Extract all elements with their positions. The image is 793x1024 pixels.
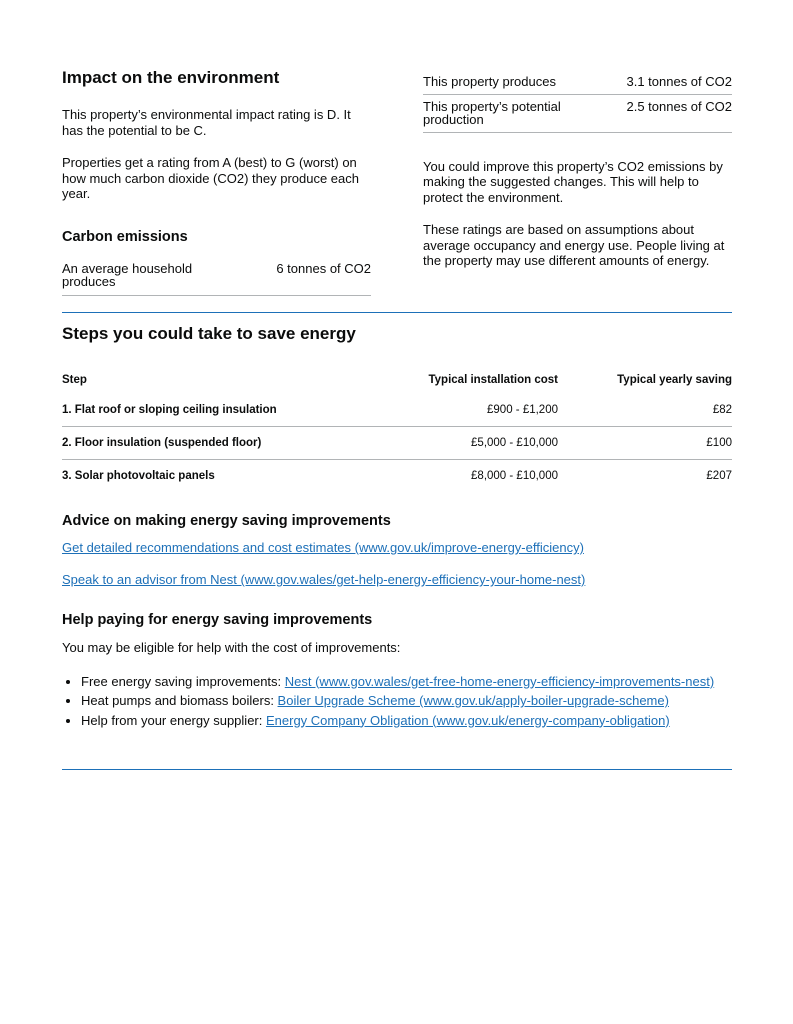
- bottom-divider: [62, 769, 732, 770]
- advice-link-1-row: [62, 540, 732, 556]
- environment-right-column: [423, 66, 732, 269]
- step-name: 3. Solar photovoltaic panels: [62, 470, 215, 482]
- potential-production-label: This property’s potential production: [423, 98, 561, 127]
- step-saving: £207: [706, 470, 732, 482]
- nest-improvements-link[interactable]: Nest (www.gov.wales/get-free-home-energy-efficiency-improvements-nest): [284, 673, 715, 689]
- assumptions-text: These ratings are based on assumptions about average occupancy and energy use. People living at the property may use different amounts of energy.: [423, 222, 725, 268]
- step-saving: £100: [558, 427, 732, 460]
- table-row: [62, 460, 732, 493]
- carbon-emissions-heading: Carbon emissions: [62, 228, 188, 245]
- table-row: [62, 427, 732, 460]
- energy-company-obligation-link[interactable]: Energy Company Obligation (www.gov.uk/energy-company-obligation): [265, 712, 670, 728]
- column-header-saving: Typical yearly saving: [617, 374, 732, 386]
- average-household-value: 6 tonnes of CO2: [276, 260, 371, 276]
- column-header-cost: Typical installation cost: [428, 374, 558, 386]
- nest-advisor-link[interactable]: Speak to an advisor from Nest (www.gov.wales/get-help-energy-efficiency-your-home-nest): [62, 572, 586, 587]
- property-produces-label: This property produces: [423, 74, 556, 89]
- table-row: [62, 394, 732, 427]
- steps-section: [62, 322, 732, 730]
- step-saving: £82: [558, 394, 732, 427]
- section-divider: [62, 312, 732, 313]
- advice-heading: Advice on making energy saving improvements: [62, 513, 391, 529]
- potential-production-value: 2.5 tonnes of CO2: [626, 98, 732, 114]
- step-cost: £900 - £1,200: [278, 394, 558, 427]
- environment-heading: Impact on the environment: [62, 68, 280, 87]
- steps-heading: Steps you could take to save energy: [62, 324, 356, 343]
- property-produces-row: [423, 75, 732, 95]
- environment-left-column: [62, 66, 371, 296]
- improve-energy-efficiency-link[interactable]: Get detailed recommendations and cost estimates (www.gov.uk/improve-energy-efficiency): [62, 540, 584, 555]
- step-cost: £5,000 - £10,000: [278, 427, 558, 460]
- list-item: [81, 691, 732, 711]
- help-item-prefix: Help from your energy supplier:: [81, 712, 266, 728]
- step-name: 1. Flat roof or sloping ceiling insulation: [62, 394, 278, 427]
- steps-table-header: [62, 366, 732, 394]
- average-household-row: [62, 262, 371, 296]
- step-name: 2. Floor insulation (suspended floor): [62, 427, 278, 460]
- rating-scale-text: Properties get a rating from A (best) to G (worst) on how much carbon dioxide (CO2) they produce each year.: [62, 155, 359, 201]
- help-item-prefix: Free energy saving improvements:: [81, 673, 285, 689]
- step-cost: £8,000 - £10,000: [471, 470, 558, 482]
- list-item: [81, 711, 732, 731]
- potential-production-row: [423, 100, 732, 133]
- rating-text: This property’s environmental impact rating is D. It has the potential to be C.: [62, 107, 351, 138]
- improve-text: You could improve this property’s CO2 emissions by making the suggested changes. This will help to protect the environment.: [423, 158, 723, 205]
- help-item-prefix: Heat pumps and biomass boilers:: [81, 693, 278, 708]
- environment-section: [62, 66, 732, 302]
- help-list: [62, 672, 732, 731]
- help-intro-text: You may be eligible for help with the cost of improvements:: [62, 640, 401, 655]
- boiler-upgrade-scheme-link[interactable]: Boiler Upgrade Scheme (www.gov.uk/apply-boiler-upgrade-scheme): [277, 693, 669, 708]
- average-household-label: An average household produces: [62, 260, 193, 289]
- property-produces-value: 3.1 tonnes of CO2: [626, 74, 732, 89]
- column-header-step: Step: [62, 374, 87, 386]
- list-item: [81, 672, 732, 692]
- help-paying-heading: Help paying for energy saving improvements: [62, 612, 373, 628]
- advice-link-2-row: [62, 572, 732, 588]
- steps-table: [62, 366, 732, 492]
